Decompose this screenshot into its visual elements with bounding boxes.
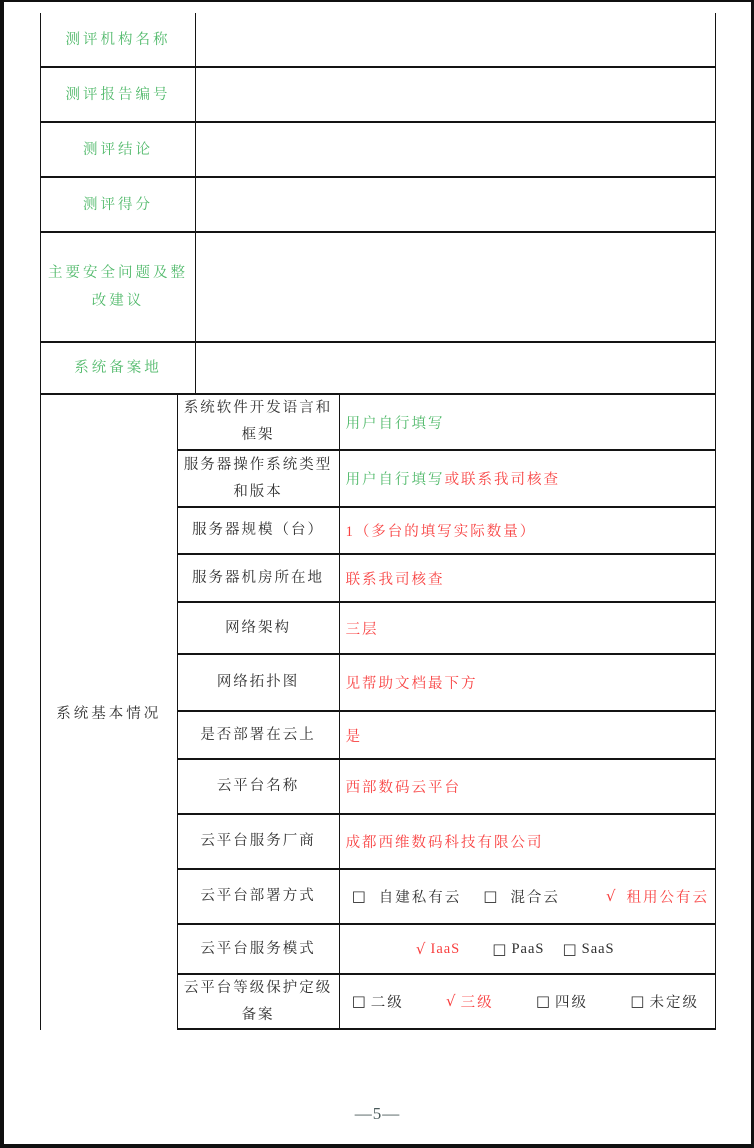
checkbox-option[interactable] (352, 886, 462, 907)
checkbox-option[interactable] (483, 886, 560, 907)
table-row (41, 123, 715, 178)
option-label: IaaS (430, 940, 461, 957)
evaluation-form-table (40, 13, 716, 1030)
checkbox-icon: □ (492, 939, 509, 958)
row-value-cell (196, 343, 715, 393)
row-value-cell (196, 178, 715, 231)
row-label-cell (41, 68, 196, 121)
row-value-cell (340, 508, 715, 553)
table-row (178, 712, 715, 760)
row-value: 1（多台的填写实际数量） (345, 524, 537, 540)
table-row (178, 395, 715, 451)
row-label: 测评报告编号 (65, 86, 171, 103)
row-label: 测评机构名称 (65, 31, 171, 48)
row-value: 是 (345, 728, 363, 745)
row-label: 网络拓扑图 (216, 674, 300, 690)
row-label-cell (178, 603, 340, 653)
table-row (178, 555, 715, 603)
row-value-part: 或联系我司核查 (444, 472, 561, 488)
row-label-cell (41, 13, 196, 66)
option-label: PaaS (511, 940, 545, 957)
checkbox-option[interactable] (352, 991, 404, 1012)
row-value-cell (196, 123, 715, 176)
row-label: 云平台服务厂商 (200, 833, 316, 849)
row-label-cell (41, 123, 196, 176)
row-label-cell (178, 508, 340, 553)
row-label-cell (178, 760, 340, 813)
checkbox-option[interactable] (562, 941, 614, 958)
section-label-cell (41, 395, 178, 1030)
row-value: 见帮助文档最下方 (345, 676, 478, 692)
row-value-cell (340, 760, 715, 813)
row-value: 用户自行填写 (345, 415, 445, 432)
row-label-cell (178, 555, 340, 601)
row-value: 联系我司核查 (345, 571, 445, 588)
row-value-cell (340, 555, 715, 601)
row-label-cell (178, 655, 340, 710)
row-value-cell (196, 68, 715, 121)
system-basic-info-section (41, 395, 715, 1030)
row-label: 云平台名称 (216, 778, 300, 794)
option-label: 四级 (555, 995, 589, 1011)
row-value-cell (340, 975, 715, 1028)
row-label: 网络架构 (225, 619, 292, 636)
option-label: SaaS (581, 940, 615, 957)
row-label: 云平台等级保护定级备案 (183, 979, 333, 1023)
row-label: 云平台服务模式 (200, 940, 316, 957)
row-label: 测评得分 (83, 196, 153, 213)
checkbox-option[interactable] (606, 886, 709, 907)
table-row (178, 975, 715, 1030)
row-value: 西部数码云平台 (345, 780, 462, 796)
table-row (178, 815, 715, 870)
checkbox-option[interactable] (492, 941, 544, 958)
option-label: 二级 (370, 995, 404, 1011)
row-value: 成都西维数码科技有限公司 (345, 835, 544, 851)
table-row (41, 178, 715, 233)
row-value: 三层 (345, 621, 379, 638)
table-row (178, 760, 715, 815)
row-label: 主要安全问题及整改建议 (48, 265, 188, 309)
page-number: —5— (354, 1104, 401, 1123)
table-row (41, 343, 715, 395)
row-value-cell (196, 233, 715, 341)
row-label-cell (41, 233, 196, 341)
row-value-cell (340, 870, 715, 923)
table-row (178, 655, 715, 712)
table-row (41, 233, 715, 343)
row-value-cell (340, 451, 715, 506)
option-label: 三级 (460, 995, 494, 1011)
row-value-cell (340, 925, 715, 973)
row-label-cell (178, 870, 340, 923)
row-label: 系统备案地 (74, 360, 162, 376)
row-label-cell (178, 815, 340, 868)
row-label-cell (178, 451, 340, 506)
row-label: 系统软件开发语言和框架 (183, 400, 333, 443)
table-row (178, 603, 715, 655)
row-value-part: 用户自行填写 (345, 472, 445, 488)
checkbox-icon: □ (351, 887, 368, 905)
checkbox-icon: □ (351, 992, 368, 1010)
option-label: 自建私有云 (378, 890, 462, 906)
row-value-cell (340, 603, 715, 653)
option-label: 混合云 (510, 890, 560, 906)
table-row (41, 13, 715, 68)
row-label-cell (178, 925, 340, 973)
row-label-cell (41, 343, 196, 393)
checkbox-option[interactable] (630, 991, 699, 1012)
table-row (178, 870, 715, 925)
row-value-cell (340, 712, 715, 758)
row-value-cell (196, 13, 715, 66)
checkbox-option[interactable] (446, 991, 494, 1012)
row-label: 云平台部署方式 (200, 888, 316, 904)
checkbox-icon: □ (483, 887, 500, 905)
check-icon: √ (446, 992, 458, 1010)
checkbox-option[interactable] (536, 991, 588, 1012)
row-label-cell (178, 395, 340, 449)
checkbox-icon: □ (630, 992, 647, 1010)
table-row (178, 508, 715, 555)
check-icon: √ (415, 939, 428, 958)
row-value-cell (340, 815, 715, 868)
row-label: 服务器操作系统类型和版本 (183, 456, 333, 500)
row-label: 测评结论 (83, 141, 153, 158)
row-label: 是否部署在云上 (200, 726, 316, 743)
section-subrows (178, 395, 715, 1030)
document-page (4, 2, 751, 1144)
checkbox-icon: □ (535, 992, 553, 1010)
section-label: 系统基本情况 (56, 706, 162, 722)
table-row (178, 451, 715, 508)
check-icon: √ (605, 887, 618, 905)
row-label: 服务器规模（台） (192, 522, 325, 538)
option-label: 未定级 (649, 995, 699, 1011)
table-row (178, 925, 715, 975)
row-value-cell (340, 655, 715, 710)
row-label-cell (41, 178, 196, 231)
row-label: 服务器机房所在地 (192, 569, 325, 586)
row-value-cell (340, 395, 715, 449)
option-label: 租用公有云 (626, 890, 709, 906)
checkbox-icon: □ (562, 939, 579, 958)
table-row (41, 68, 715, 123)
row-label-cell (178, 712, 340, 758)
checkbox-option[interactable] (416, 941, 460, 958)
row-label-cell (178, 975, 340, 1028)
